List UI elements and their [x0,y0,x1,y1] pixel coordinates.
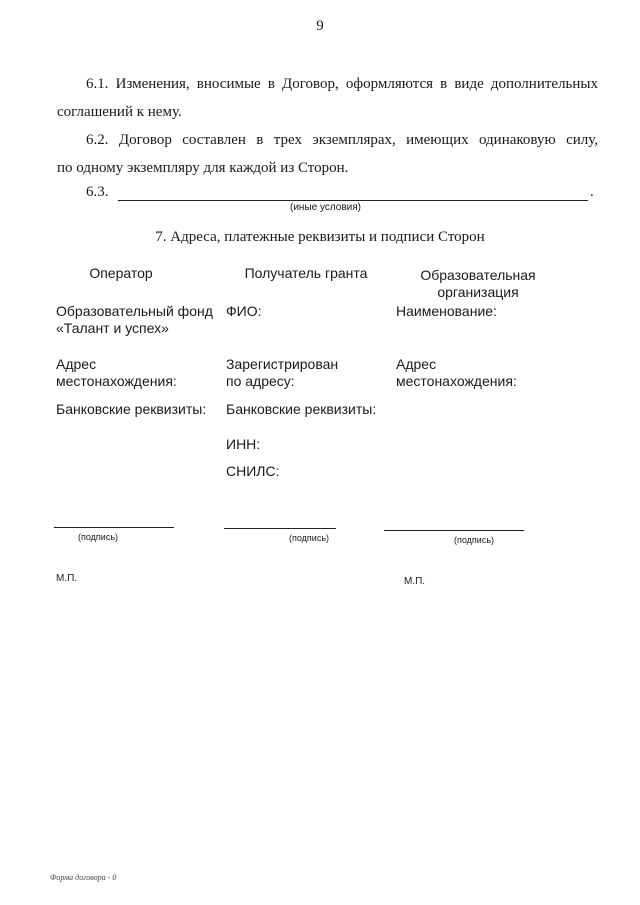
clause-6-2-line-1: 6.2. Договор составлен в трех экземплярах, имеющих одинаковую силу, [86,132,598,148]
operator-title: Оператор [89,265,153,281]
operator-address-line-2: местонахождения: [56,373,177,389]
signature-line-organization [384,530,524,531]
section-7-heading: 7. Адреса, платежные реквизиты и подписи Сторон [155,229,485,245]
page-number: 9 [316,18,324,34]
organization-address-line-1: Адрес [396,356,437,372]
grantee-title: Получатель гранта [244,265,368,281]
grantee-fio: ФИО: [226,303,262,319]
footer-form-label: Форма договора - 0 [50,873,117,882]
signature-caption-organization: (подпись) [454,535,495,545]
clause-6-3-blank-line [118,200,588,201]
operator-name-line-2: «Талант и успех» [56,320,169,336]
signature-line-grantee [224,528,336,529]
organization-title-line-2: организация [437,284,519,300]
grantee-snils: СНИЛС: [226,463,280,479]
signature-caption-operator: (подпись) [78,532,119,542]
operator-name-line-1: Образовательный фонд [56,303,213,319]
stamp-place-operator: М.П. [56,573,78,584]
grantee-inn: ИНН: [226,436,261,452]
grantee-reg-line-1: Зарегистрирован [226,356,339,372]
clause-6-3-label: 6.3. [86,184,109,200]
clause-6-2-line-2: по одному экземпляру для каждой из Сторон. [57,160,349,176]
grantee-bank: Банковские реквизиты: [226,401,377,417]
organization-address-line-2: местонахождения: [396,373,517,389]
operator-bank: Банковские реквизиты: [56,401,207,417]
grantee-reg-line-2: по адресу: [226,373,295,389]
clause-6-1-line-1: 6.1. Изменения, вносимые в Договор, оформляются в виде дополнительных [86,76,598,92]
signature-caption-grantee: (подпись) [289,533,330,543]
organization-title-line-1: Образовательная [420,267,536,283]
clause-6-1-line-2: соглашений к нему. [57,104,182,120]
clause-6-3-end: . [590,184,594,200]
operator-address-line-1: Адрес [56,356,97,372]
organization-name: Наименование: [396,303,497,319]
clause-6-3-caption: (иные условия) [290,202,362,213]
stamp-place-organization: М.П. [404,576,426,587]
signature-line-operator [54,527,174,528]
